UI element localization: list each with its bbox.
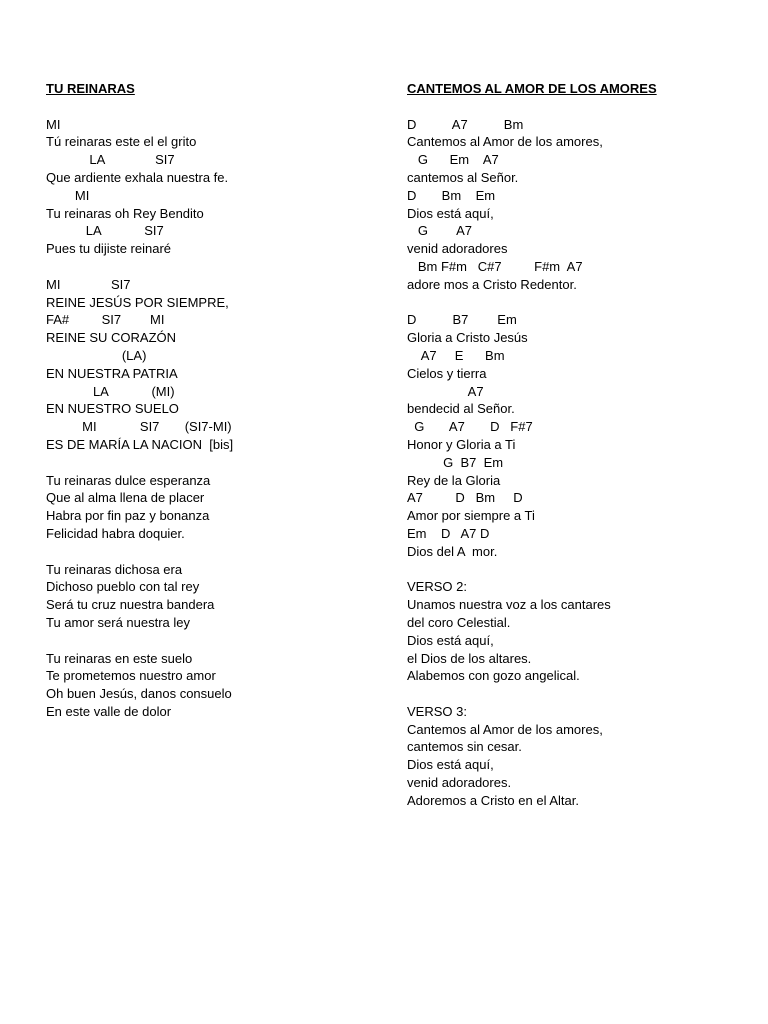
lyric-line: Dios está aquí, (407, 757, 494, 773)
blank-line (46, 543, 376, 561)
song-title: TU REINARAS (46, 81, 135, 96)
lyric-line: Felicidad habra doquier. (46, 525, 185, 541)
lyric-line: REINE JESÚS POR SIEMPRE, (46, 294, 229, 310)
song-tu-reinaras (46, 80, 376, 721)
lyric-line: D A7 Bm (407, 116, 524, 132)
lyric-line: adore mos a Cristo Redentor. (407, 276, 577, 292)
lyric-line: G Em A7 (407, 152, 499, 168)
lyric-line: Que ardiente exhala nuestra fe. (46, 169, 229, 185)
lyric-line: REINE SU CORAZÓN (46, 330, 177, 346)
lyric-line: Tu reinaras oh Rey Bendito (46, 205, 204, 221)
lyric-line: EN NUESTRO SUELO (46, 401, 179, 417)
lyric-line: Habra por fin paz y bonanza (46, 508, 210, 524)
lyric-line: Gloria a Cristo Jesús (407, 330, 528, 346)
lyric-line: LA SI7 (46, 152, 175, 168)
blank-line (407, 561, 747, 579)
lyric-line: Unamos nuestra voz a los cantares (407, 597, 611, 613)
lyric-line: Tu reinaras en este suelo (46, 650, 193, 666)
blank-line (46, 632, 376, 650)
song-title: CANTEMOS AL AMOR DE LOS AMORES (407, 81, 657, 96)
lyric-line: Cantemos al Amor de los amores, (407, 134, 603, 150)
lyric-line: MI (46, 187, 90, 203)
lyric-line: Honor y Gloria a Ti (407, 436, 516, 452)
lyric-line: Te prometemos nuestro amor (46, 668, 216, 684)
song-lines (46, 98, 376, 721)
song-lines (407, 98, 747, 810)
lyric-line: Tú reinaras este el el grito (46, 134, 197, 150)
blank-line (407, 294, 747, 312)
lyric-line: MI (46, 116, 61, 132)
lyric-line: VERSO 3: (407, 703, 467, 719)
lyric-line: Dichoso pueblo con tal rey (46, 579, 200, 595)
lyric-line: Dios está aquí, (407, 632, 494, 648)
lyric-line: FA# SI7 MI (46, 312, 165, 328)
lyric-line: A7 E Bm (407, 347, 505, 363)
blank-line (46, 258, 376, 276)
lyric-line: En este valle de dolor (46, 703, 172, 719)
lyric-line: ES DE MARÍA LA NACION [bis] (46, 436, 234, 452)
lyric-line: D B7 Em (407, 312, 517, 328)
lyric-line: Bm F#m C#7 F#m A7 (407, 258, 583, 274)
lyric-line: G B7 Em (407, 454, 504, 470)
lyric-line: cantemos sin cesar. (407, 739, 522, 755)
lyric-line: Oh buen Jesús, danos consuelo (46, 686, 232, 702)
lyric-line: LA (MI) (46, 383, 175, 399)
lyric-line: Em D A7 D (407, 525, 490, 541)
lyric-line: Que al alma llena de placer (46, 490, 205, 506)
lyric-line: A7 D Bm D (407, 490, 523, 506)
lyric-line: venid adoradores. (407, 775, 512, 791)
lyric-line: MI SI7 (46, 276, 131, 292)
lyric-line: EN NUESTRA PATRIA (46, 365, 178, 381)
lyric-line: Dios está aquí, (407, 205, 494, 221)
lyric-line: el Dios de los altares. (407, 650, 532, 666)
lyric-line: Será tu cruz nuestra bandera (46, 597, 215, 613)
lyric-line: (LA) (46, 347, 147, 363)
lyric-line: VERSO 2: (407, 579, 467, 595)
lyric-line: Adoremos a Cristo en el Altar. (407, 792, 579, 808)
lyric-line: del coro Celestial. (407, 614, 511, 630)
blank-line (46, 98, 376, 116)
lyric-line: G A7 (407, 223, 473, 239)
blank-line (407, 98, 747, 116)
lyric-line: Alabemos con gozo angelical. (407, 668, 580, 684)
lyric-line: Pues tu dijiste reinaré (46, 241, 172, 257)
lyric-line: Rey de la Gloria (407, 472, 501, 488)
lyric-line: A7 (407, 383, 484, 399)
blank-line (407, 685, 747, 703)
lyric-line: LA SI7 (46, 223, 164, 239)
lyric-line: Cielos y tierra (407, 365, 487, 381)
lyric-line: cantemos al Señor. (407, 169, 519, 185)
lyric-line: D Bm Em (407, 187, 496, 203)
lyric-line: Amor por siempre a Ti (407, 508, 535, 524)
lyric-line: Cantemos al Amor de los amores, (407, 721, 603, 737)
lyric-line: Tu reinaras dulce esperanza (46, 472, 211, 488)
lyric-line: Tu amor será nuestra ley (46, 614, 191, 630)
blank-line (46, 454, 376, 472)
lyric-line: venid adoradores (407, 241, 508, 257)
lyric-line: MI SI7 (SI7-MI) (46, 419, 232, 435)
lyric-line: Dios del A mor. (407, 543, 498, 559)
lyric-line: bendecid al Señor. (407, 401, 515, 417)
song-cantemos-al-amor (407, 80, 747, 810)
lyric-line: Tu reinaras dichosa era (46, 561, 183, 577)
lyric-line: G A7 D F#7 (407, 419, 533, 435)
